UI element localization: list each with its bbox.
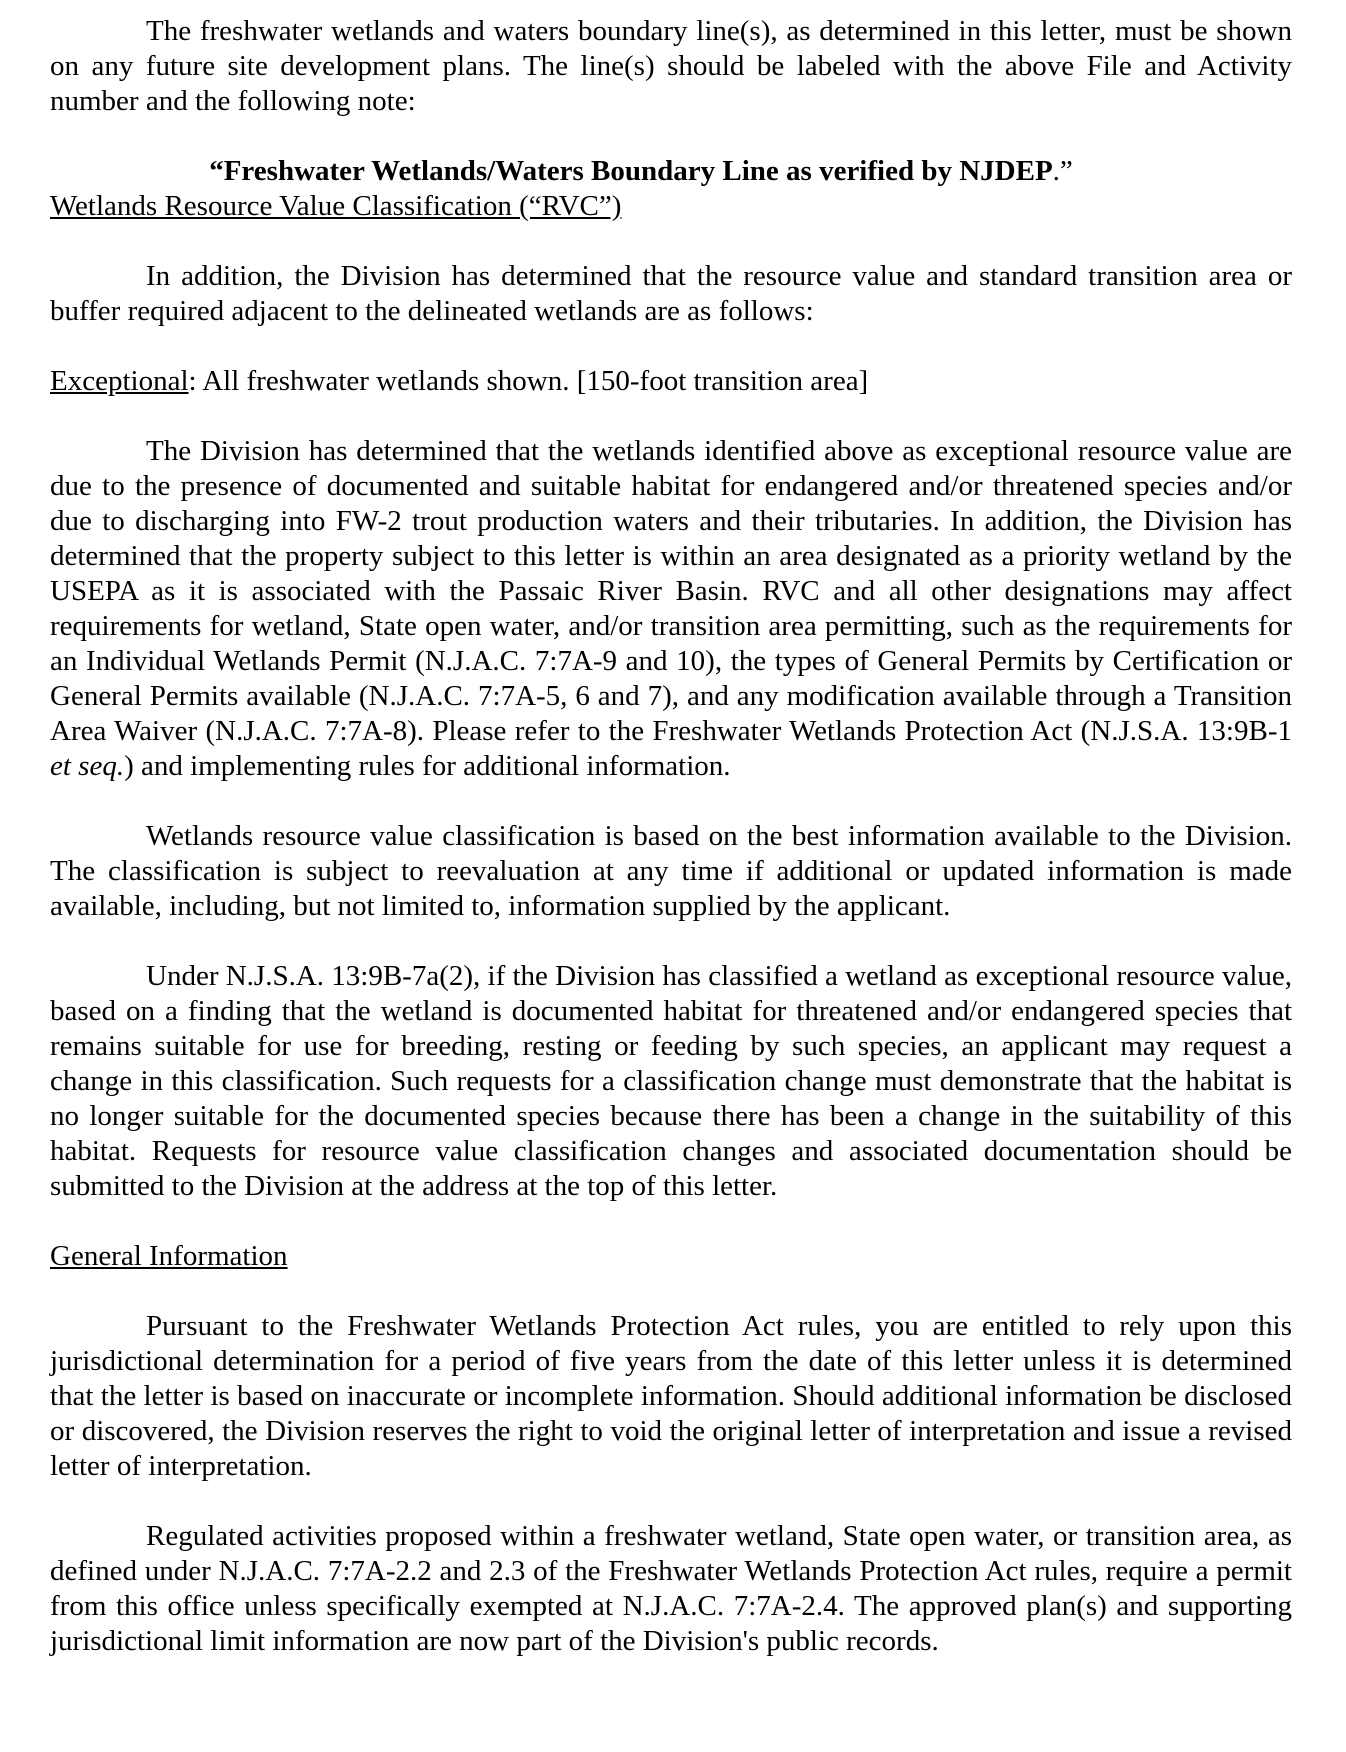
heading-rvc: Wetlands Resource Value Classification (“RVC”)	[50, 190, 622, 222]
paragraph-exceptional-determination	[50, 434, 1292, 784]
document-page	[50, 14, 1292, 1659]
para3-end: ) and implementing rules for additional information.	[124, 750, 731, 782]
exceptional-text: : All freshwater wetlands shown. [150-foot transition area]	[188, 365, 869, 397]
boundary-line-note	[50, 154, 1292, 189]
exceptional-label: Exceptional	[50, 365, 189, 397]
paragraph-classification-change: Under N.J.S.A. 13:9B-7a(2), if the Division has classified a wetland as exceptional resource value, based on a finding that the wetland is documented habitat for threatened and/or endangered species that remains suitable for use for breeding, resting or feeding by such species, an applicant may request a change in this classification. Such requests for a classification change must demonstrate that the habitat is no longer suitable for the documented species because there has been a change in the suitability of this habitat. Requests for resource value classification changes and associated documentation should be submitted to the Division at the address at the top of this letter.	[50, 960, 1292, 1202]
note-bold-text: Freshwater Wetlands/Waters Boundary Line as verified by NJDEP	[223, 155, 1053, 187]
para3-italic: et seq.	[50, 750, 125, 782]
para3-main: The Division has determined that the wetlands identified above as exceptional resource value are due to the presence of documented and suitable habitat for endangered and/or threatened species and/or due to discharging into FW-2 trout production waters and their tributaries. In addition, the Division has determined that the property subject to this letter is within an area designated as a priority wetland by the USEPA as it is associated with the Passaic River Basin. RVC and all other designations may affect requirements for wetland, State open water, and/or transition area permitting, such as the requirements for an Individual Wetlands Permit (N.J.A.C. 7:7A-9 and 10), the types of General Permits by Certification or General Permits available (N.J.A.C. 7:7A-5, 6 and 7), and any modification available through a Transition Area Waiver (N.J.A.C. 7:7A-8). Please refer to the Freshwater Wetlands Protection Act (N.J.S.A. 13:9B-1	[50, 435, 1292, 747]
paragraph-regulated-activities: Regulated activities proposed within a freshwater wetland, State open water, or transition area, as defined under N.J.A.C. 7:7A-2.2 and 2.3 of the Freshwater Wetlands Protection Act rules, require a permit from this office unless specifically exempted at N.J.A.C. 7:7A-2.4. The approved plan(s) and supporting jurisdictional limit information are now part of the Division's public records.	[50, 1520, 1292, 1657]
paragraph-jurisdictional-determination: Pursuant to the Freshwater Wetlands Protection Act rules, you are entitled to rely upon this jurisdictional determination for a period of five years from the date of this letter unless it is determined that the letter is based on inaccurate or incomplete information. Should additional information be disclosed or discovered, the Division reserves the right to void the original letter of interpretation and issue a revised letter of interpretation.	[50, 1310, 1292, 1482]
exceptional-line	[50, 364, 1292, 399]
paragraph-classification-basis: Wetlands resource value classification is based on the best information available to the Division. The classification is subject to reevaluation at any time if additional or updated information is made available, including, but not limited to, information supplied by the applicant.	[50, 820, 1292, 922]
note-open-quote: “	[209, 155, 224, 187]
paragraph-resource-value: In addition, the Division has determined that the resource value and standard transition area or buffer required adjacent to the delineated wetlands are as follows:	[50, 260, 1292, 327]
heading-general-information: General Information	[50, 1240, 288, 1272]
note-close: .”	[1052, 155, 1073, 187]
paragraph-boundary-lines: The freshwater wetlands and waters boundary line(s), as determined in this letter, must be shown on any future site development plans. The line(s) should be labeled with the above File and Activity number and the following note:	[50, 15, 1292, 117]
